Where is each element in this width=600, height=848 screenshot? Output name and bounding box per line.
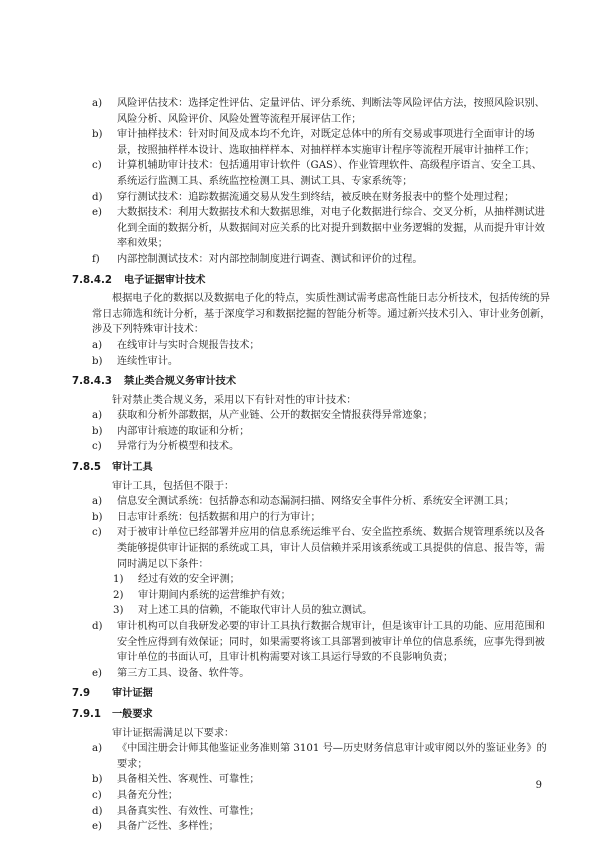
list-item: d) 审计机构可以自我研发必要的审计工具执行数据合规审计，但是该审计工具的功能、应用范围和安全性应得到有效保证；同时，如果需要将该工具部署到被审计单位的信息系统，应事先得到被审计单位的书面认可，且审计机构需要对该工具运行导致的不良影响负责； bbox=[92, 621, 545, 664]
paragraph: 审计工具，包括但不限于： bbox=[112, 480, 235, 492]
page-content bbox=[72, 96, 552, 835]
sub-list-item: 3) 对上述工具的信赖，不能取代审计人员的独立测试。 bbox=[113, 605, 373, 617]
list-item: e) 大数据技术：利用大数据技术和大数据思维，对电子化数据进行综合、交叉分析，从抽样测试进化到全面的数据分析，从数据间对应关系的比对提升到数据中业务逻辑的发掘，从而提升审计效率和效果； bbox=[92, 207, 545, 250]
paragraph: 审计证据需满足以下要求： bbox=[112, 727, 235, 739]
audit-techniques-list bbox=[92, 96, 552, 268]
list-item: b) 具备相关性、客观性、可靠性； bbox=[92, 774, 260, 786]
list-item: e) 具备广泛性、多样性； bbox=[92, 821, 219, 833]
list-item: b) 连续性审计。 bbox=[92, 355, 179, 367]
section-heading-7-8-4-2: 7.8.4.2 电子证据审计技术 bbox=[72, 274, 206, 286]
list-item: a) 风险评估技术：选择定性评估、定量评估、评分系统、判断法等风险评估方法，按照风险识别、风险分析、风险评价、风险处置等流程开展评估工作； bbox=[92, 98, 545, 125]
sub-list-item: 1) 经过有效的安全评测； bbox=[113, 574, 240, 586]
list-item: b) 日志审计系统：包括数据和用户的行为审计； bbox=[92, 511, 321, 523]
list-item: b) 审计抽样技术：针对时间及成本均不允许，对既定总体中的所有交易或事项进行全面审计的场景，按照抽样样本设计、选取抽样样本、对抽样样本实施审计程序等流程开展审计抽样工作； bbox=[92, 129, 535, 156]
sub-list-item: 2) 审计期间内系统的运营维护有效； bbox=[113, 589, 291, 601]
list-item: d) 穿行测试技术：追踪数据流通交易从发生到终结，被反映在财务报表中的整个处理过程； bbox=[92, 191, 515, 203]
list-item: c) 对于被审计单位已经部署并应用的信息系统运维平台、安全监控系统、数据合规管理系统以及各类能够提供审计证据的系统或工具，审计人员信赖并采用该系统或工具提供的信息、报告等，需同时满足以下条件： bbox=[92, 527, 545, 570]
list-item: c) 计算机辅助审计技术：包括通用审计软件（GAS）、作业管理软件、高级程序语言、安全工具、系统运行监测工具、系统监控检测工具、测试工具、专家系统等； bbox=[92, 160, 542, 187]
list-item: f) 内部控制测试技术：对内部控制制度进行调查、测试和评价的过程。 bbox=[92, 253, 423, 265]
section-heading-7-9-1: 7.9.1 一般要求 bbox=[72, 708, 153, 720]
section-heading-7-8-5: 7.8.5 审计工具 bbox=[72, 462, 153, 474]
list-item: a) 获取和分析外部数据，从产业链、公开的数据安全情报获得异常迹象； bbox=[92, 410, 433, 422]
paragraph: 根据电子化的数据以及数据电子化的特点，实质性测试需考虑高性能日志分析技术，包括传统的异常日志筛选和统计分析，基于深度学习和数据挖掘的智能分析等。通过新兴技术引入、审计业务创新，涉及下列特殊审计技术： bbox=[92, 293, 551, 336]
list-item: a) 《中国注册会计师其他鉴证业务准则第 3101 号—历史财务信息审计或审阅以外的鉴证业务》的要求； bbox=[92, 743, 547, 770]
list-item: d) 具备真实性、有效性、可靠性； bbox=[92, 805, 260, 817]
section-heading-7-9: 7.9 审计证据 bbox=[72, 688, 153, 700]
paragraph: 针对禁止类合规义务，采用以下有针对性的审计技术： bbox=[112, 394, 357, 406]
list-item: e) 第三方工具、设备、软件等。 bbox=[92, 667, 250, 679]
list-item: a) 在线审计与实时合规报告技术； bbox=[92, 339, 260, 351]
section-heading-7-8-4-3: 7.8.4.3 禁止类合规义务审计技术 bbox=[72, 376, 237, 388]
list-item: a) 信息安全测试系统：包括静态和动态漏洞扫描、网络安全事件分析、系统安全评测工具； bbox=[92, 496, 515, 508]
list-item: b) 内部审计痕迹的取证和分析； bbox=[92, 425, 250, 437]
page-number: 9 bbox=[535, 780, 542, 791]
list-item: c) 异常行为分析模型和技术。 bbox=[92, 441, 240, 453]
list-item: c) 具备充分性； bbox=[92, 789, 179, 801]
